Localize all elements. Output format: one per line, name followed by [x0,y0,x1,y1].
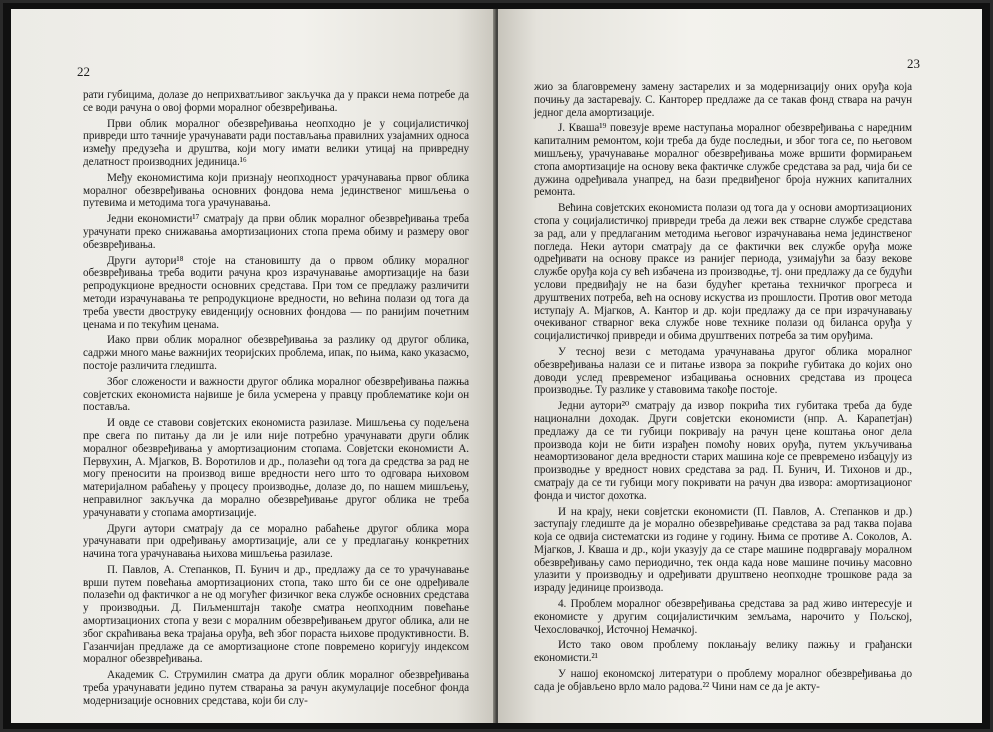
paragraph: Академик С. Струмилин сматра да други облик моралног обезвређивања треба урачунавати једино путем стварања за рачун акумулације посебног фонда модернизације основних средстава, који би слу- [83,669,469,707]
continued-paragraph: рати губицима, долазе до неприхватљивог закључка да у пракси нема потребе да се води рачуна о овој форми моралног обезвређивања. [83,89,469,114]
right-page [498,9,982,723]
paragraph: Међу економистима који признају неопходност урачунавања првог облика моралног обезвређивања основних фондова нема јединственог мишљења о путевима и методима тога урачунавања. [83,171,469,210]
page-number: 22 [77,64,90,79]
paragraph: Ј. Кваша¹⁹ повезује време наступања моралног обезвређивања с наредним капиталним ремонтом, који треба да буде последњи, и због тога се, по његовом мишљењу, урачунавање моралног обезвређивања може вршити формирањем стопа амортизације на основу века фактичке службе средстава за рад, чија би се дужина одређивала унапред, на бази предвиђеног броја нужних капиталних ремонта. [534,122,912,199]
paragraph: Први облик моралног обезвређивања неопходно је у социјалистичкој привреди што тачније урачунавати ради постављања правилних узајамних односа између предузећа и друштва, који могу имати велики утицај на привредну делатност производних јединица.¹⁶ [83,117,469,168]
paragraph: И на крају, неки совјетски економисти (П. Павлов, А. Степанков и др.) заступају гледиште да је морално обезвређивање средстава за рад таква појава која се одвија систематски из године у годину. Њима се противе А. Соколов, А. Мјагков, Ј. Кваша и др., који указују да се старе машине подвргавају моралном обезвређивању само периодично, тек онда када нове машине почињу масовно улазити у производњу и одређивати друштвено неопходне трошкове рада за израду јединице производа. [534,505,912,595]
continued-paragraph: жио за благовремену замену застарелих и за модернизацију оних оруђа која почињу да застаревају. С. Канторер предлаже да се такав фонд ствара на рачун једног дела амортизације. [534,81,912,119]
paragraph: И овде се ставови совјетских економиста разилазе. Мишљења су подељена пре свега по питању да ли је или није потребно урачунавати други облик моралног обезвређивања у амортизационим стопама. Совјетски економисти А. Первухин, А. Мјагков, В. Воротилов и др., полазећи од тога да средства за рад не могу преносити на производ више вредности него што то одговара њиховом материјалном рабаћењу у процесу производње, долазе до, по нашем мишљењу, неправилног закључка да морално обезвређивање другог облика не треба урачунавати у стопама амортизације. [83,417,469,519]
paragraph: Иако први облик моралног обезвређивања за разлику од другог облика, садржи много мање важнијих теоријских проблема, ипак, по њима, како указасмо, постоје различита гледишта. [83,334,469,372]
page-number: 23 [907,56,920,71]
page-body [83,89,469,708]
paragraph: У тесној вези с методама урачунавања другог облика моралног обезвређивања налази се и питање извора за покриће губитака до којих оно доводи услед превременог избацивања основних средстава из процеса производње. Ту разлике у ставовима такође постоје. [534,345,912,397]
paragraph: Други аутори¹⁸ стоје на становишту да о првом облику моралног обезвређивања треба водити рачуна кроз израчунавање амортизације на бази репродукционе вредности основних средстава. При том се предлажу различити методи израчунавања те репродукционе вредности, но већина полази од тога да треба увести двоструку евиденцију основних фондова — по ранијим почетним ценама и по текућим ценама. [83,254,469,331]
paragraph: У нашој економској литератури о проблему моралног обезвређивања до сада је објављено врло мало радова.²² Чини нам се да је акту- [534,668,912,693]
book-spread [3,3,990,729]
page-body [534,81,912,694]
paragraph: Исто тако овом проблему поклањају велику пажњу и грађански економисти.²¹ [534,639,912,665]
paragraph: Због сложености и важности другог облика моралног обезвређивања пажња совјетских економиста највише је била усмерена у правцу проблематике који он поставља. [83,375,469,414]
paragraph: Једни аутори²⁰ сматрају да извор покрића тих губитака треба да буде национални доходак. Други совјетски економисти (нпр. А. Карапетјан) предлажу да се ти губици покривају на рачун цене коштања оног дела производа који не бити израђен помоћу нових оруђа, путем укључивања неамортизованог дела вредности старих машина које се превремено избацују из производње у вредност нових средстава за рад. П. Бунич, И. Тихонов и др., сматрају да се ти губици могу покривати на рачун два извора: амортизационог фонда и чистог дохотка. [534,400,912,502]
paragraph: П. Павлов, А. Степанков, П. Бунич и др., предлажу да се то урачунавање врши путем повећања амортизационих стопа, тако што би се оне одређивале полазећи од фактичког а не од могућег физичког века службе основних средстава у производњи. Д. Пиљменштајн такође сматра неопходним повећање амортизационих стопа у вези с моралним обезвређивањем другог облика, али не због скраћивања века трајања оруђа, већ због пораста њихове продуктивности. В. Газанчијан предлаже да се амортизационе стопе повремено коригују индексом моралног обезвређивања. [83,563,469,666]
paragraph: Већина совјетских економиста полази од тога да у основи амортизационих стопа у социјалистичкој привреди треба да лежи век стварне службе средстава за рад, али у предлаганим методима његовог израчунавања нема јединственог погледа. Неки аутори сматрају да се фактички век службе оруђа може одређивати на основу праксе из ранијег периода, узимајући за базу векове службе оруђа која су већ избачена из производње, тј. они предлажу да се будући услови предвиђају не на бази будућег кретања техничког прогреса и друштвених потреба, већ на основу искуства из прошлости. Против овог метода иступају А. Мјагков, А. Кантор и др. који предлажу да се при израчунавању очекиваног стварног века службе нове технике полази од биланса оруђа у социјалистичкој привреди и обима друштвених потреба за тим оруђима. [534,202,912,343]
left-page [11,9,495,723]
paragraph: 4. Проблем моралног обезвређивања средстава за рад живо интересује и економисте у другим социјалистичким земљама, нарочито у Пољској, Чехословачкој, Источној Немачкој. [534,598,912,636]
paragraph: Једни економисти¹⁷ сматрају да први облик моралног обезвређивања треба урачунати преко снижавања амортизационих стопа према обиму и размеру овог обезвређивања. [83,213,469,251]
paragraph: Други аутори сматрају да се морално рабаћење другог облика мора урачунавати при одређивању амортизације, али се у предлагању конкретних начина тога урачунавања њихова мишљења разилазе. [83,522,469,561]
